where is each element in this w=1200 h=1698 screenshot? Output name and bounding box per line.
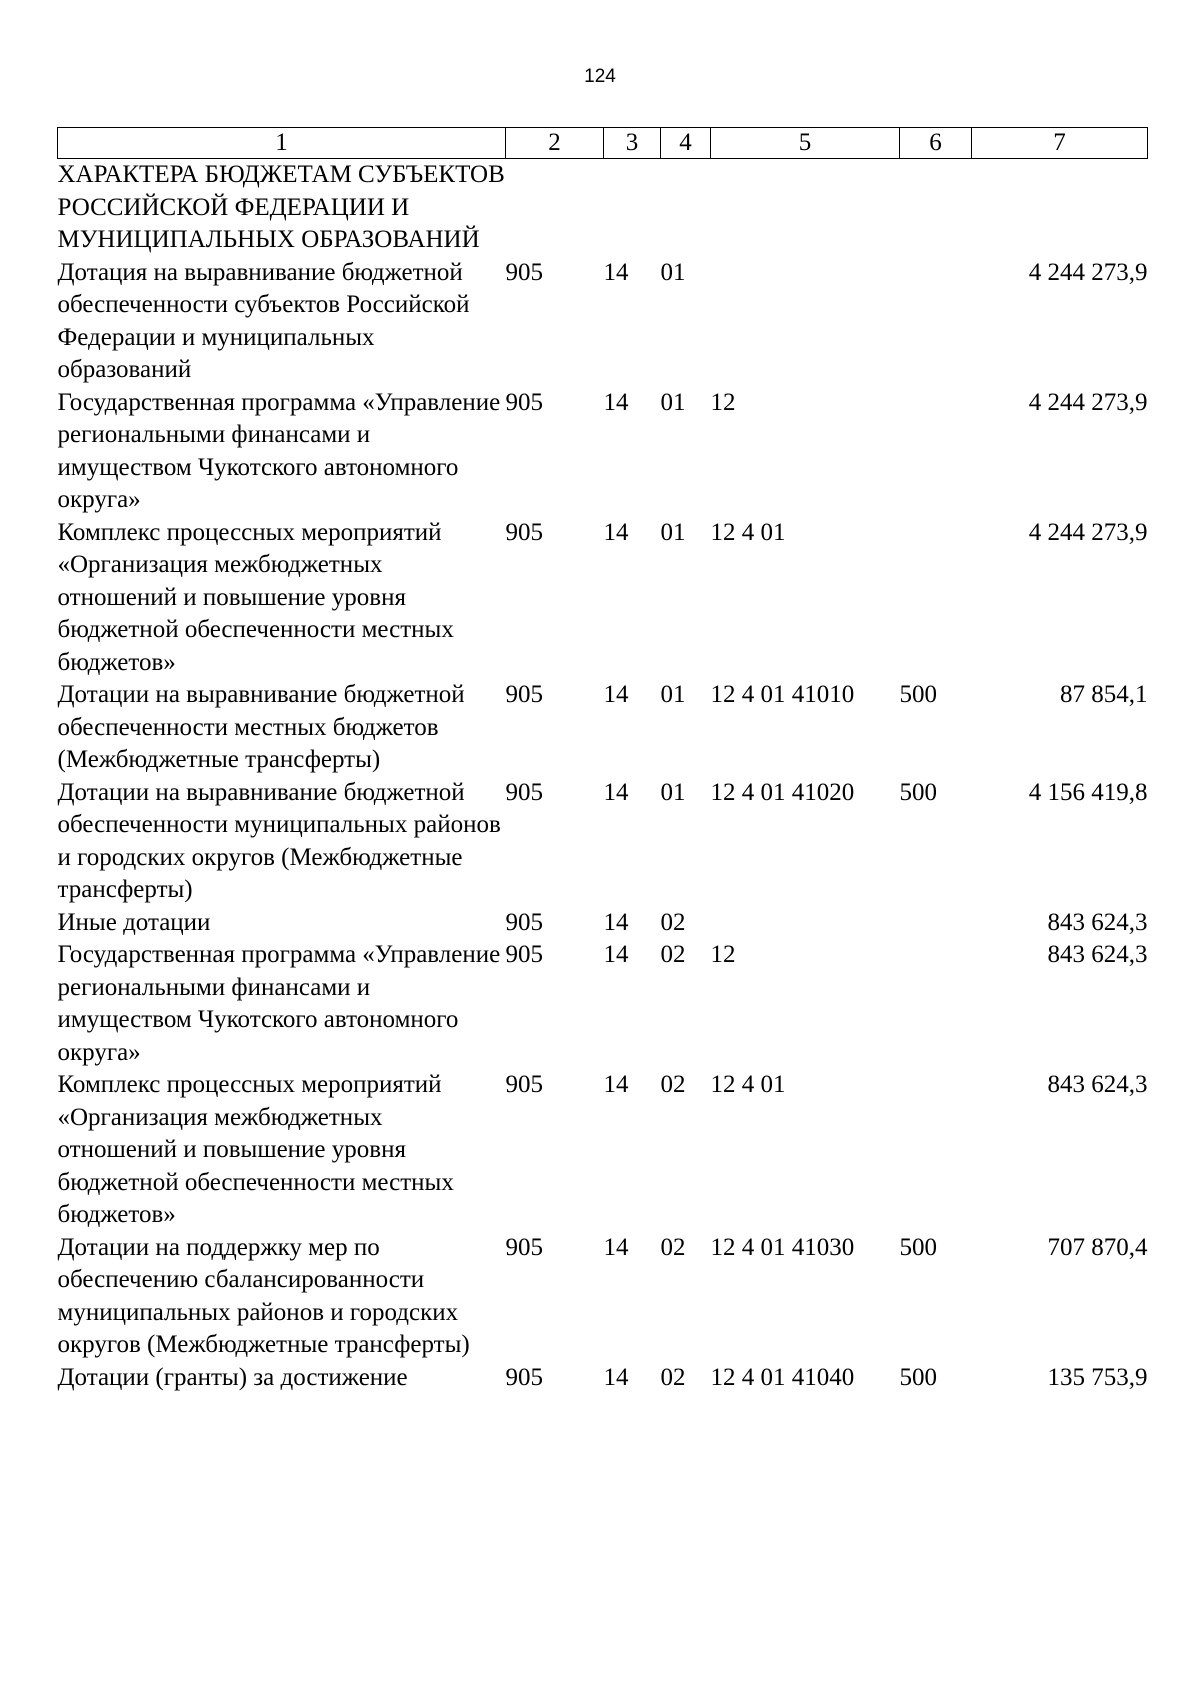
row-grbs-cell: 905 [505, 941, 543, 968]
row-amount-cell: 4 156 419,8 [1028, 778, 1148, 806]
row-name-cell: Дотация на выравнивание бюджетной обеспеченности субъектов Российской Федерации и муниципальных образований [57, 258, 470, 383]
row-subsection-cell: 02 [660, 1363, 686, 1391]
table-row [58, 257, 1148, 387]
row-csr-cell: 12 4 01 41030 [710, 1233, 855, 1261]
row-amount-cell: 843 624,3 [1047, 941, 1148, 968]
row-csr-cell [711, 257, 900, 387]
row-name-cell: Государственная программа «Управление региональными финансами и имуществом Чукотского автономного округа» [57, 941, 501, 1066]
table-row [58, 1232, 1148, 1362]
row-amount-cell: 4 244 273,9 [1028, 258, 1148, 286]
table-row [58, 159, 1148, 257]
row-section-cell: 14 [603, 1233, 629, 1261]
row-amount-cell: 4 244 273,9 [1028, 388, 1148, 416]
row-vr-cell [900, 1069, 972, 1232]
page-number: 124 [584, 66, 616, 87]
table-row [58, 679, 1148, 777]
row-name-cell: Дотации на выравнивание бюджетной обеспеченности муниципальных районов и городских округов (Межбюджетные трансферты) [57, 778, 501, 903]
row-csr-cell: 12 4 01 41020 [710, 778, 855, 806]
row-grbs-cell [506, 159, 604, 257]
row-grbs-cell: 905 [505, 1071, 543, 1098]
row-subsection-cell: 01 [660, 778, 686, 806]
row-amount-cell: 707 870,4 [1047, 1233, 1148, 1261]
row-name-cell: Государственная программа «Управление региональными финансами и имуществом Чукотского автономного округа» [57, 388, 501, 513]
row-name-cell: Комплекс процессных мероприятий «Организация межбюджетных отношений и повышение уровня бюджетной обеспеченности местных бюджетов» [57, 518, 454, 676]
row-amount-cell [972, 159, 1148, 257]
table-row [58, 1362, 1148, 1395]
header-col-1: 1 [58, 128, 506, 159]
row-vr-cell: 500 [899, 778, 937, 806]
table-row [58, 939, 1148, 1069]
row-subsection-cell: 02 [660, 908, 686, 936]
row-csr-cell [711, 159, 900, 257]
row-subsection-cell: 01 [660, 518, 686, 546]
header-col-6: 6 [900, 128, 972, 159]
row-csr-cell: 12 4 01 41040 [710, 1363, 855, 1391]
row-grbs-cell: 905 [505, 388, 543, 416]
row-vr-cell: 500 [899, 1363, 937, 1391]
row-subsection-cell: 01 [660, 681, 686, 708]
row-section-cell: 14 [603, 941, 629, 968]
row-amount-cell: 87 854,1 [1060, 681, 1148, 708]
row-subsection-cell: 01 [660, 258, 686, 286]
row-section-cell: 14 [603, 1071, 629, 1098]
row-vr-cell: 500 [899, 681, 937, 708]
row-amount-cell: 135 753,9 [1047, 1363, 1148, 1391]
header-row [58, 128, 1148, 159]
row-grbs-cell: 905 [505, 681, 543, 708]
row-section-cell: 14 [603, 778, 629, 806]
header-col-4: 4 [661, 128, 711, 159]
row-csr-cell: 12 [710, 941, 736, 968]
row-csr-cell: 12 [710, 388, 736, 416]
row-grbs-cell: 905 [505, 518, 543, 546]
row-grbs-cell: 905 [505, 1363, 543, 1391]
row-subsection-cell: 02 [660, 941, 686, 968]
table-row [58, 1069, 1148, 1232]
row-vr-cell [900, 387, 972, 517]
header-col-7: 7 [972, 128, 1148, 159]
row-name-cell: Дотации на выравнивание бюджетной обеспеченности местных бюджетов (Межбюджетные трансферты) [57, 681, 465, 773]
row-csr-cell: 12 4 01 [710, 518, 786, 546]
row-subsection-cell [661, 159, 711, 257]
table-row [58, 517, 1148, 680]
row-section-cell: 14 [603, 258, 629, 286]
table-row [58, 777, 1148, 907]
row-amount-cell: 843 624,3 [1047, 908, 1148, 936]
row-vr-cell: 500 [899, 1233, 937, 1261]
row-section-cell: 14 [603, 681, 629, 708]
budget-table [57, 127, 1148, 1394]
row-grbs-cell: 905 [505, 778, 543, 806]
row-vr-cell [900, 907, 972, 940]
row-name-cell: Дотации на поддержку мер по обеспечению сбалансированности муниципальных районов и городских округов (Межбюджетные трансферты) [57, 1233, 470, 1358]
table-row [58, 387, 1148, 517]
table-header [58, 128, 1148, 159]
header-col-3: 3 [604, 128, 661, 159]
row-vr-cell [900, 257, 972, 387]
row-grbs-cell: 905 [505, 1233, 543, 1261]
row-section-cell: 14 [603, 908, 629, 936]
row-amount-cell: 4 244 273,9 [1028, 518, 1148, 546]
row-vr-cell [900, 159, 972, 257]
row-name-cell: ХАРАКТЕРА БЮДЖЕТАМ СУБЪЕКТОВ РОССИЙСКОЙ ФЕДЕРАЦИИ И МУНИЦИПАЛЬНЫХ ОБРАЗОВАНИЙ [57, 161, 505, 253]
row-grbs-cell: 905 [505, 258, 543, 286]
row-vr-cell [900, 939, 972, 1069]
row-vr-cell [900, 517, 972, 680]
row-section-cell [604, 159, 661, 257]
row-csr-cell [711, 907, 900, 940]
header-col-5: 5 [711, 128, 900, 159]
row-csr-cell: 12 4 01 [710, 1071, 786, 1098]
row-subsection-cell: 01 [660, 388, 686, 416]
table-body [58, 159, 1148, 1395]
row-name-cell: Дотации (гранты) за достижение [57, 1363, 408, 1391]
row-amount-cell: 843 624,3 [1047, 1071, 1148, 1098]
row-name-cell: Иные дотации [57, 908, 211, 936]
row-section-cell: 14 [603, 518, 629, 546]
header-col-2: 2 [506, 128, 604, 159]
row-subsection-cell: 02 [660, 1233, 686, 1261]
row-section-cell: 14 [603, 388, 629, 416]
row-subsection-cell: 02 [660, 1071, 686, 1098]
row-csr-cell: 12 4 01 41010 [710, 681, 855, 708]
table-row [58, 907, 1148, 940]
row-section-cell: 14 [603, 1363, 629, 1391]
row-grbs-cell: 905 [505, 908, 543, 936]
row-name-cell: Комплекс процессных мероприятий «Организация межбюджетных отношений и повышение уровня бюджетной обеспеченности местных бюджетов» [57, 1071, 454, 1228]
